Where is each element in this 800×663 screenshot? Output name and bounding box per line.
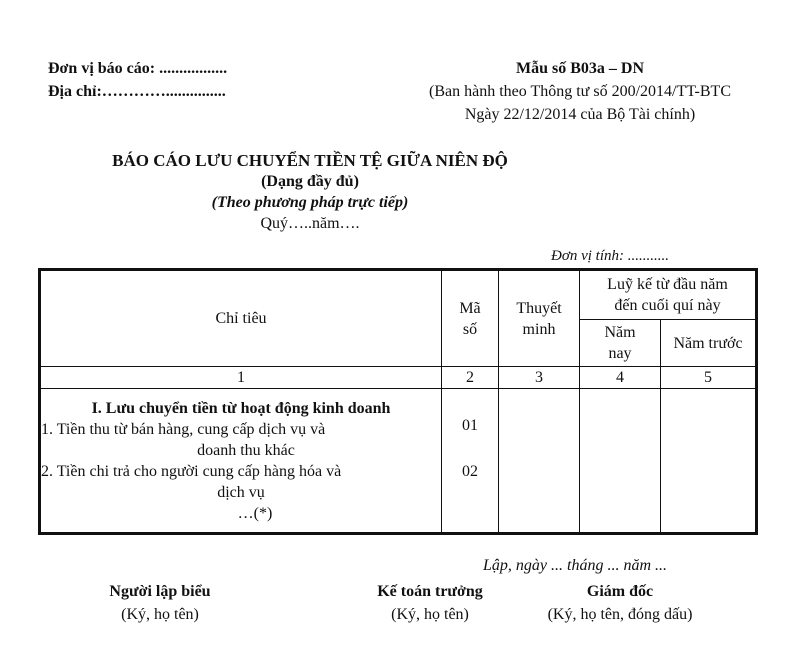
report-period: Quý…..năm…. [260,215,360,232]
column-number: 1 [40,367,442,389]
signature-preparer [80,580,240,626]
reporting-entity-block [48,57,227,103]
signature-role: Kế toán trưởng [377,583,483,600]
this-year-cell [580,389,661,534]
header-note-line2: minh [522,320,556,338]
indicator-cell [40,389,442,534]
section-title: I. Lưu chuyển tiền từ hoạt động kinh doanh [91,399,391,417]
form-info-block [380,57,780,126]
header-code-line1: Mã [459,299,481,317]
header-note-line1: Thuyết [516,299,562,317]
last-year-cell [661,389,757,534]
signature-note: (Ký, họ tên) [391,606,469,623]
signature-director [520,580,720,626]
report-title-block [0,150,620,234]
signature-note: (Ký, họ tên) [121,606,199,623]
cash-flow-table [38,268,758,535]
table-row [40,389,757,534]
header-code [442,270,499,367]
item-code: 02 [462,462,478,480]
signature-chief-accountant [340,580,520,626]
report-subtitle: (Dạng đầy đủ) [261,173,359,190]
header-code-line2: số [462,320,478,338]
header-cumulative-line2: đến cuối quí này [614,297,721,314]
header-note [499,270,580,367]
item-code: 01 [462,416,478,434]
report-title: BÁO CÁO LƯU CHUYỂN TIỀN TỆ GIỮA NIÊN ĐỘ [112,151,508,170]
table-header-row [40,270,757,320]
address-label: Địa chỉ:…………............... [48,83,226,100]
code-cell [442,389,499,534]
header-cumulative [580,270,757,320]
item-01-line1: 1. Tiền thu từ bán hàng, cung cấp dịch vụ và [41,420,326,438]
header-cumulative-line1: Luỹ kế từ đầu năm [607,276,728,293]
signature-note: (Ký, họ tên, đóng dấu) [547,606,693,623]
report-method: (Theo phương pháp trực tiếp) [211,194,409,211]
issued-by-line1: (Ban hành theo Thông tư số 200/2014/TT-BTC [429,83,731,100]
note-cell [499,389,580,534]
currency-unit: Đơn vị tính: ........... [551,248,669,264]
column-number: 4 [580,367,661,389]
column-number: 2 [442,367,499,389]
reporting-unit-label: Đơn vị báo cáo: ................. [48,60,228,77]
column-number: 3 [499,367,580,389]
header-this-year-line2: nay [608,345,632,362]
more-items-ellipsis: …(*) [237,504,273,522]
header-indicator: Chỉ tiêu [40,270,442,367]
form-code: Mẫu số B03a – DN [515,60,644,77]
item-02-line2: dịch vụ [217,483,265,501]
issued-by-line2: Ngày 22/12/2014 của Bộ Tài chính) [464,106,696,123]
column-number: 5 [661,367,757,389]
signature-role: Người lập biểu [109,583,211,600]
column-number-row [40,367,757,389]
header-last-year: Năm trước [661,320,757,367]
item-01-line2: doanh thu khác [197,441,295,459]
date-line: Lập, ngày ... tháng ... năm ... [483,557,667,574]
header-this-year [580,320,661,367]
item-02-line1: 2. Tiền chi trả cho người cung cấp hàng hóa và [41,462,342,480]
header-this-year-line1: Năm [604,324,636,341]
signature-role: Giám đốc [586,583,654,600]
